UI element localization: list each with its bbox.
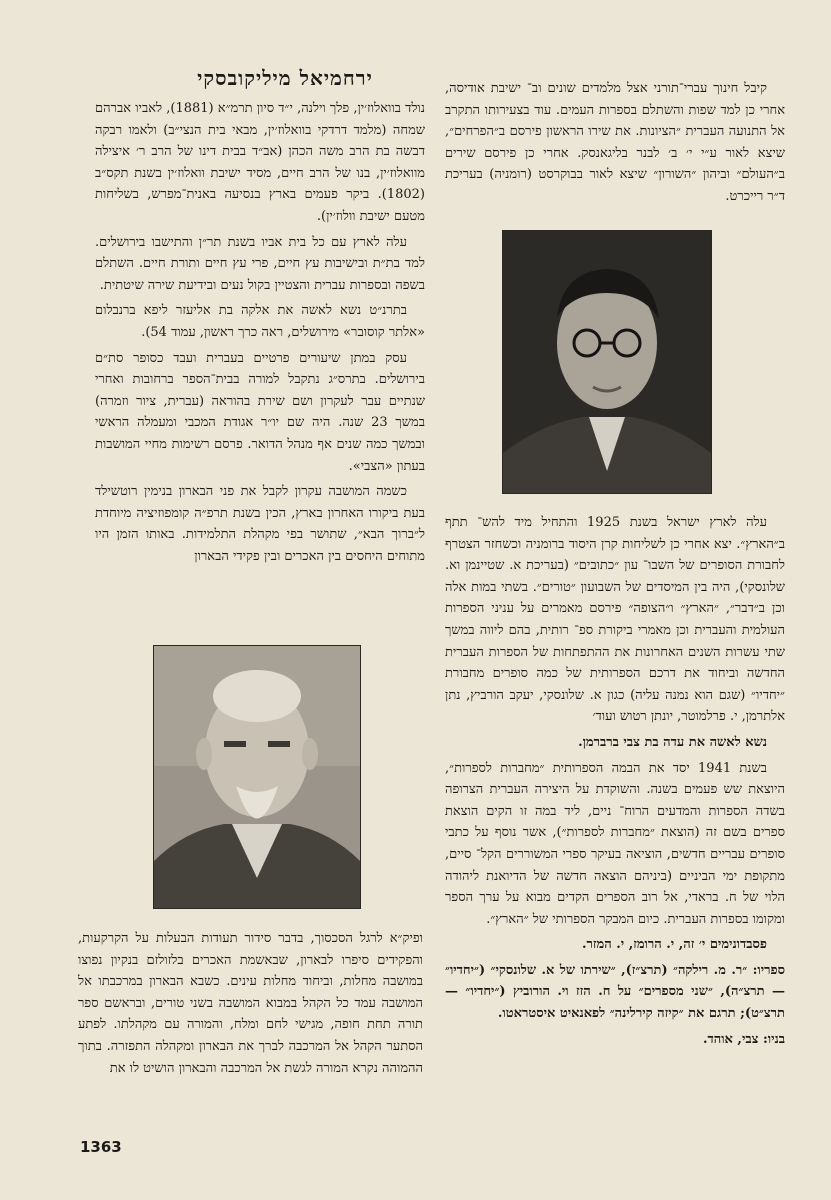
paragraph: בניו: צבי, אוהד.: [702, 1031, 785, 1047]
paragraph: פסבדונימים י׳ זה, י. הרומז, י. המזר.: [581, 937, 767, 953]
portrait-illustration: [154, 646, 360, 908]
portrait-illustration: [503, 231, 711, 493]
page-number: 1363: [80, 1138, 122, 1156]
paragraph: כשמה המושבה עקרון לקבל את פני הבארון בנימין רוטשילד בעת ביקורו האחרון בארץ, הכין בשנת תרפ״ה קומפוזיציה מיוחדת ל״ברוך הבא״, שתושר בפי מקהלת התלמידות. באותו הזמן היו מתוחים היחסים בין האכרים ובין פקידי הבארון: [95, 484, 425, 564]
paragraph: עסק במתן שיעורים פרטיים בעברית ועבד כסופר סת״ם בירושלים. בתרס״ג נתקבל למורה בבית־הספר ברחובות ואחרי שנתיים עבר לעקרון ושם שירת בהוראה (עברית, ציור וזמרה) במשך 23 שנה. היה שם יו״ר אגודת המכבי ומעמלה הראשי ובמשך כמה שנים אף מנהל הדואר. פרסם רשימות מחיי המושבות בעתון «הצבי».: [95, 350, 425, 474]
paragraph: עלה לארץ ישראל בשנת 1925 והתחיל מיד להש־ תתף ב״הארץ״. יצא אחרי כן לשליחות קרן היסוד ברומניה וכשחזר הצטרף לחבורת הסופרים של השבו־ עון ״כתובים״ (בעריכת א. שטיינמן וא. שלונסקי), היה בין המיסדים של השבועון ״טורים״. בשתי במות אלה וכן ב״דבר״, ״הארץ״ ו״הצופה״ פירסם מאמרים על עניני הספרות העולמית והעברית וכן מאמרי ביקורת ספ־ רותית, בהם ליווה במשך שתי עשרות השנים האחרונות את ההתפתחות של הספרות העברית החדשה וביחוד את דרכם הספרותית של כמה סופרים מחבורת ״יחדיו״ (שגם הוא נמנה עליה) כגון א. שלונסקי, יעקב הורביץ, נתן אלתרמן, י. פרלמוטר, יונתן רטוש ועוד׳: [445, 515, 785, 725]
paragraph: ספריו: ״ר. מ. רילקה״ (תרצ״ז), ״שירתו של א. שלונסקי״ (״יחדיו״ — תרצ״ה), ״שני מספרים״ על ח. הזז וי. הורוביץ (״יחדיו״ — תרצ״ט); תרגם את ״קיזה קירלינה״ לפאנאיט איסטראטו.: [445, 962, 785, 1022]
paragraph: בשנת 1941 יסד את הבמה הספרותית ״מחברות לספרות״, היוצאת שש פעמים בשנה. והשוקדת על היצירה העברית הצרופה בשדה הספרות והמדעים הרוח־ ניים, ליד במה זו הקים הוצאת ספרים בשם זה (הוצאת ״מחברות לספרות״), אשר נוסף על כתבי סופרים עבריים חדשים, הוציאה בעיקר ספרי המשוררים הקל־ סיים, מתקופת ימי הביניים (ביניהם הוצאה חדשה של הדיואנת ליהודה הלוי של ח. בראדי, אל רוב הספרים הקדים מבוא על ערך הספר ומקומו בספרות העברית. כיום המבקר הספרותי של ״הארץ״.: [445, 760, 785, 927]
paragraph: עלה לארץ עם כל בית אביו בשנת תר״ן והתישבו בירושלים. למד בת״ת ובישיבות עץ חיים, פרי עץ חיים ותורת חיים. השתלם בשפה ובספרות עברית והצטיין בקול נעים ובידיעת שירה שיטתית.: [95, 234, 425, 293]
column-left-top: [95, 98, 425, 571]
paragraph: ופיק״א לרגל הסכסוך, בדבר סידור תעודות הבעלות על הקרקעות, והפקידים סיפרו לבארון, שבאשמת האכרים בלזולזם בנקיון נפוצו במושבה מחלות, וביחוד מחלות עינים. כשבא הבארון במרכבתו אל המושבה עמד כל הקהל במבוא המושבה בשני טורים, ובראשם ספר תורה תחת חופה, מגישי לחם ומלח, והמורה עם מקהלתו. לפתע הסתער הקהל אל המרכבה לברך את הבארון ומקהלה התפזרה. בתוך ההמוהה נקרא המורה לגשת אל המרכבה והבארון הושיט לו את: [78, 931, 423, 1076]
paragraph: קיבל חינוך עברי־תורני אצל מלמדים שונים וב־ ישיבת אודיסה, אחרי כן למד שפות והשתלם בספרות העמים. עוד בצעירותו התקרב אל התנועה העברית ״הציונות. את שירו הראשון פירסם ב״הפרחים״, שיצא לאור ע״י י׳ ב׳ לבנר בליגאנסק. אחרי כן פירסם שירים ב״העולם״ וביהון ״השורון״ שיצא לאור בבוקרסט (רומניה) בעריכת ד״ר רייכרט.: [445, 81, 785, 204]
column-right-bottom: [445, 512, 785, 1054]
column-left-bottom: [78, 928, 423, 1083]
portrait-photo-zmora: [502, 230, 712, 494]
paragraph: נשא לאשה את עדה בת צבי ברברמן.: [578, 734, 767, 750]
paragraph: נולד בוואלוז׳ין, פלך וילנה, י״ד סיון תרמ״א (1881), לאביו אברהם שמחה (מלמד דרדקי בוואלוז׳ין, מבאי בית הנצי״ב) ולאמו רבקה דבשה בת הרב משה הכהן (אב״ד בבית דינו של הרב ר׳ איצילה מוואלוז׳ין, בנו של הרב חיים, מסיד ישיבת וואלוז׳ין בשנת תקס״ב (1802). ביקר פעמים בארץ בנסיעה באנית־מפרש, בשליחות מטעם ישיבת וולוז׳ין).: [95, 101, 425, 224]
page-title: ירחמיאל מיליקובסקי: [197, 66, 373, 90]
portrait-photo-milikovsky: [153, 645, 361, 909]
column-right-top: [445, 78, 785, 212]
paragraph: בתרנ״ט נשא לאשה את אלקה בת אליעזר ליפא ברנבלום «אלתר קוסובר» מירושלים, ראה כרך ראשון, עמוד 54).: [95, 303, 425, 340]
